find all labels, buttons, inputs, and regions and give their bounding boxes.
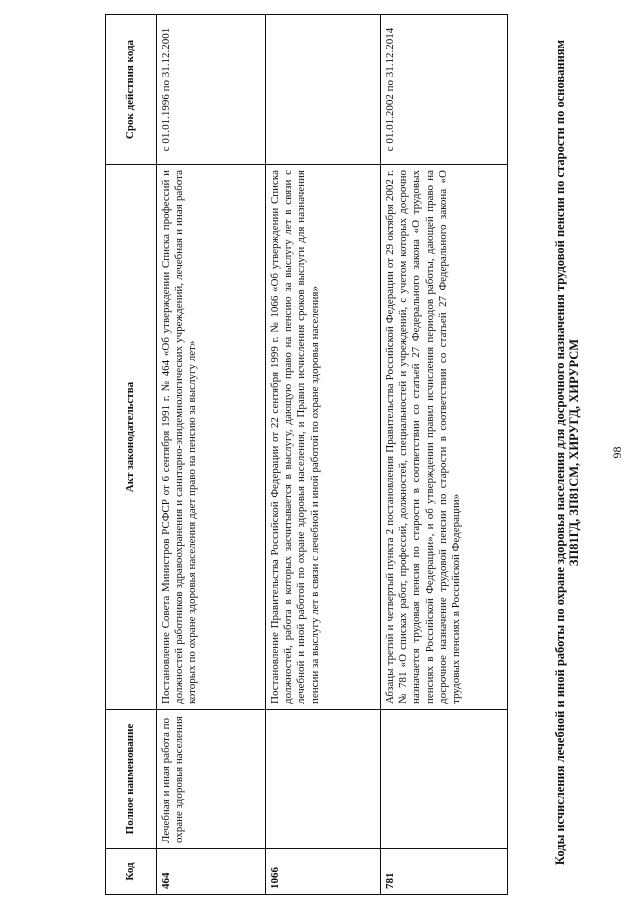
cell-code: 781 (381, 849, 508, 895)
title-line-2: ЗП81ГД, ЗП81СМ, ХИРУГД, ХИРУРСМ (567, 338, 581, 567)
cell-period (266, 15, 381, 165)
cell-name: Лечебная и иная работа по охране здоровья населения (157, 710, 266, 849)
cell-act: Постановление Правительства Российской Федерации от 22 сентября 1999 г. № 1066 «Об утверждении Списка должностей, работа в которых засчитывается в выслугу, дающую право на пенсию за выслугу лет в связи с лечебной и иной работой по охране здоровья населения, и Правил исчисления сроков выслуги для назначения пенсии за выслугу лет в связи с лечебной и иной работой по охране здоровья населения» (266, 165, 381, 710)
title-line-1: Коды исчисления лечебной и иной работы по охране здоровья населения для досрочного назначения трудовой пенсии по старости по основаниям (553, 39, 567, 866)
header-period: Срок действия кода (106, 15, 157, 165)
cell-act: Постановление Совета Министров РСФСР от 6 сентября 1991 г. № 464 «Об утверждении Списка профессий и должностей работников здравоохранения и санитарно-эпидемиологических учреждений, лечебная и иная работа которых по охране здоровья населения дает право на пенсию за выслугу лет» (157, 165, 266, 710)
header-act: Акт законодательства (106, 165, 157, 710)
table-row (266, 15, 381, 895)
cell-period: с 01.01.1996 по 31.12.2001 (157, 15, 266, 165)
page-number: 98 (610, 446, 624, 459)
cell-code: 1066 (266, 849, 381, 895)
cell-code: 464 (157, 849, 266, 895)
header-code: Код (106, 849, 157, 895)
header-name: Полное наименование (106, 710, 157, 849)
document-title (553, 30, 581, 875)
cell-name (381, 710, 508, 849)
table-header-row (106, 15, 157, 895)
cell-name (266, 710, 381, 849)
codes-table (105, 14, 508, 895)
cell-act: Абзацы третий и четвертый пункта 2 постановления Правительства Российской Федерации от 29 октября 2002 г. № 781 «О списках работ, профессий, должностей, специальностей и учреждений, с учетом которых досрочно назначается трудовая пенсия по старости в соответствии со статьей 27 Федерального закона «О трудовых пенсиях в Российской Федерации», и об утверждении правил исчисления периодов работы, дающей право на досрочное назначение трудовой пенсии по старости в соответствии со статьей 27 Федерального закона «О трудовых пенсиях в Российской Федерации» (381, 165, 508, 710)
table-row (381, 15, 508, 895)
table-row (157, 15, 266, 895)
cell-period: с 01.01.2002 по 31.12.2014 (381, 15, 508, 165)
